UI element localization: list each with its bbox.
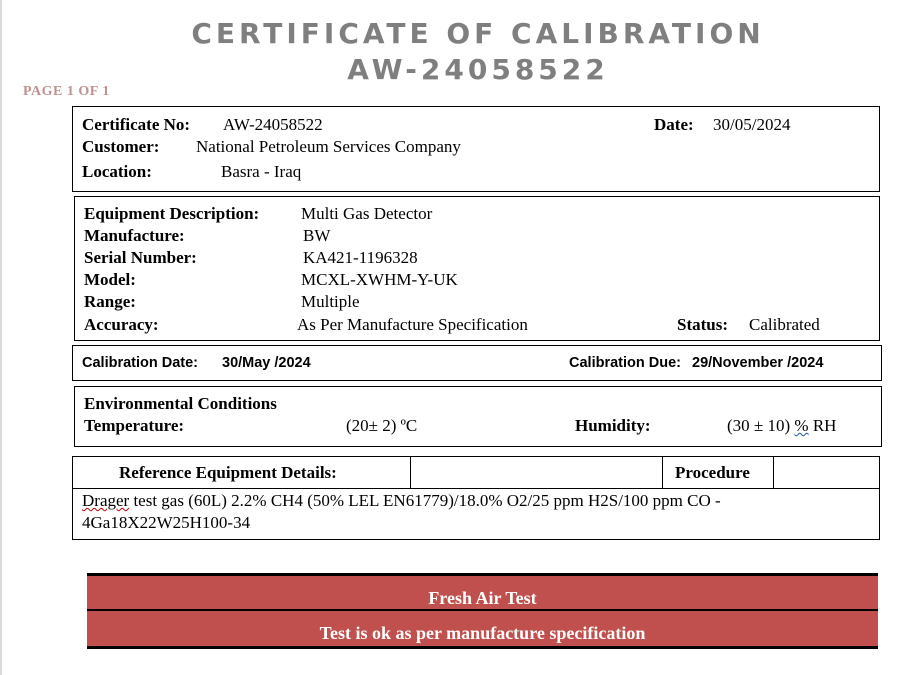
- test-result-bar: [87, 611, 878, 649]
- certificate-title: CERTIFICATE OF CALIBRATION: [191, 17, 765, 50]
- manufacture-value: BW: [303, 226, 331, 245]
- reference-equipment-detail: [82, 491, 721, 511]
- serial-number-value: KA421-1196328: [303, 248, 418, 267]
- calibration-date-label: Calibration Date:: [82, 355, 199, 371]
- temperature-label: Temperature:: [84, 416, 185, 435]
- environment-heading: Environmental Conditions: [84, 394, 277, 413]
- cert-no-value: AW-24058522: [223, 115, 323, 134]
- status-label: Status:: [677, 315, 729, 334]
- humidity-percent-sign: %: [794, 416, 809, 435]
- fresh-air-test-label: Fresh Air Test: [428, 588, 537, 608]
- status-value: Calibrated: [749, 315, 820, 334]
- humidity-value-range: (30 ± 10): [727, 416, 795, 435]
- customer-value: National Petroleum Services Company: [196, 137, 461, 156]
- equipment-description-value: Multi Gas Detector: [301, 204, 433, 223]
- model-label: Model:: [84, 270, 136, 289]
- procedure-header: Procedure: [675, 463, 750, 482]
- manufacture-label: Manufacture:: [84, 226, 185, 245]
- calibration-date-value: 30/May /2024: [222, 355, 311, 371]
- column-divider: [662, 457, 663, 488]
- range-label: Range:: [84, 292, 136, 311]
- test-result-text: Test is ok as per manufacture specification: [319, 623, 646, 643]
- humidity-label: Humidity:: [575, 416, 651, 435]
- page-edge: [0, 0, 2, 675]
- equipment-description-label: Equipment Description:: [84, 204, 260, 223]
- date-label: Date:: [654, 115, 694, 134]
- location-value: Basra - Iraq: [221, 162, 302, 181]
- humidity-unit: RH: [808, 416, 837, 435]
- accuracy-label: Accuracy:: [84, 315, 159, 334]
- cert-no-label: Certificate No:: [82, 115, 191, 134]
- accuracy-value: As Per Manufacture Specification: [297, 315, 528, 334]
- column-divider: [410, 457, 411, 488]
- date-value: 30/05/2024: [713, 115, 791, 134]
- serial-number-label: Serial Number:: [84, 248, 197, 267]
- customer-label: Customer:: [82, 137, 160, 156]
- page-indicator: PAGE 1 OF 1: [23, 84, 110, 99]
- model-value: MCXL-XWHM-Y-UK: [301, 270, 458, 289]
- reference-detail-line1: test gas (60L) 2.2% CH4 (50% LEL EN61779)/18.0% O2/25 ppm H2S/100 ppm CO -: [129, 491, 721, 510]
- range-value: Multiple: [301, 292, 360, 311]
- reference-detail-line2: 4Ga18X22W25H100-34: [82, 513, 251, 532]
- fresh-air-test-bar: [87, 573, 878, 611]
- calibration-due-label: Calibration Due:: [569, 355, 681, 371]
- humidity-value: [727, 416, 836, 436]
- reference-equipment-header: Reference Equipment Details:: [119, 463, 337, 482]
- location-label: Location:: [82, 162, 152, 181]
- certificate-number-title: AW-24058522: [347, 53, 609, 86]
- calibration-due-value: 29/November /2024: [692, 355, 824, 371]
- column-divider: [773, 457, 774, 488]
- reference-brand-word: Drager: [82, 491, 130, 510]
- temperature-value: (20± 2) ºC: [346, 416, 418, 435]
